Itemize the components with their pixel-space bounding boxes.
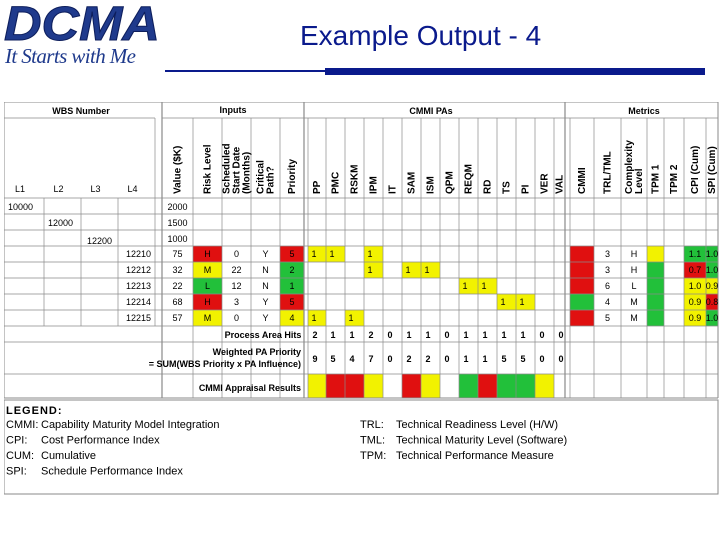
legend-definition: Capability Maturity Model Integration xyxy=(41,419,220,431)
tpm1-fill xyxy=(647,262,664,278)
metric-column-header: TPM 2 xyxy=(669,164,680,194)
legend-definition: Schedule Performance Index xyxy=(41,465,183,478)
weighted-priority-value: 0 xyxy=(387,354,393,364)
wbs-number: 10000 xyxy=(8,202,34,212)
process-area-hits-value: 1 xyxy=(330,330,336,340)
metric-column-header: Level xyxy=(634,168,645,194)
cmmi-status-fill xyxy=(570,262,594,278)
cpi-cell: 1.1 xyxy=(688,249,702,259)
wbs-number: 12215 xyxy=(126,313,152,323)
wbs-number: 12214 xyxy=(126,297,152,307)
critical-path-cell: Y xyxy=(262,313,269,323)
metrics-group-header: Metrics xyxy=(628,106,660,116)
header-rule-thick xyxy=(325,68,705,75)
appraisal-result-fill xyxy=(459,374,478,398)
wbs-level-label: L2 xyxy=(53,184,64,194)
risk-level-cell: H xyxy=(204,297,211,307)
weighted-priority-value: 1 xyxy=(482,354,488,364)
priority-cell: 1 xyxy=(289,281,295,291)
legend-abbreviation: TRL: xyxy=(360,419,384,431)
pa-column-header: RSKM xyxy=(349,164,361,194)
weighted-priority-value: 2 xyxy=(425,354,431,364)
pa-influence-cell: 1 xyxy=(481,281,487,291)
appraisal-result-fill xyxy=(535,374,554,398)
pa-influence-cell: 1 xyxy=(405,265,411,275)
process-area-hits-value: 1 xyxy=(520,330,526,340)
wbs-number: 12213 xyxy=(126,281,152,291)
process-area-hits-value: 1 xyxy=(406,330,412,340)
critical-path-column-header: Critical xyxy=(255,160,267,194)
metric-column-header: SPI (Cum) xyxy=(707,146,718,194)
pa-column-header: PI xyxy=(520,184,532,194)
value-cell: 68 xyxy=(172,297,183,307)
priority-cell: 4 xyxy=(289,313,295,323)
spi-cell: 1.0 xyxy=(705,265,719,275)
legend-definition: Technical Performance Measure xyxy=(396,450,554,462)
logo-text: DCMA xyxy=(4,0,160,46)
weighted-priority-formula: = SUM(WBS Priority x PA Influence) xyxy=(148,359,301,369)
weighted-priority-value: 7 xyxy=(368,354,374,364)
appraisal-result-fill xyxy=(364,374,383,398)
priority-cell: 2 xyxy=(289,265,295,275)
pa-column-header: RD xyxy=(482,179,494,194)
complexity-cell: M xyxy=(630,313,638,323)
spi-cell: 0.8 xyxy=(705,297,719,307)
value-column-header: Value ($K) xyxy=(172,145,184,194)
wbs-number: 12000 xyxy=(48,218,74,228)
value-cell: 57 xyxy=(172,313,183,323)
legend-abbreviation: CUM: xyxy=(6,450,35,462)
pa-column-header: PMC xyxy=(330,171,342,194)
cmmi-status-fill xyxy=(570,246,594,262)
cmmi-status-fill xyxy=(570,294,594,310)
pa-influence-cell: 1 xyxy=(367,265,373,275)
risk-level-column-header: Risk Level xyxy=(202,144,214,194)
process-area-hits-value: 1 xyxy=(425,330,431,340)
start-date-cell: 0 xyxy=(233,249,240,259)
weighted-priority-value: 5 xyxy=(520,354,526,364)
wbs-level-label: L4 xyxy=(127,184,138,194)
process-area-hits-value: 2 xyxy=(368,330,374,340)
process-area-hits-value: 0 xyxy=(387,330,393,340)
pa-column-header: REQM xyxy=(463,164,475,194)
appraisal-result-fill xyxy=(497,374,516,398)
pa-influence-cell: 1 xyxy=(311,313,317,323)
pa-influence-cell: 1 xyxy=(424,265,430,275)
legend-abbreviation: TML: xyxy=(360,434,386,447)
priority-cell: 5 xyxy=(289,249,295,259)
tpm1-fill xyxy=(647,278,664,294)
process-area-hits-value: 0 xyxy=(539,330,545,340)
trl-cell: 4 xyxy=(604,297,611,307)
pa-column-header: IPM xyxy=(368,176,380,194)
legend-definition: Cumulative xyxy=(41,450,97,462)
weighted-priority-value: 0 xyxy=(558,354,564,364)
start-date-column-header: (Months) xyxy=(241,151,253,194)
priority-cell: 5 xyxy=(289,297,295,307)
cmmi-status-fill xyxy=(570,278,594,294)
spi-cell: 1.0 xyxy=(705,249,719,259)
tpm1-fill xyxy=(647,294,664,310)
weighted-priority-label: Weighted PA Priority xyxy=(212,347,301,357)
critical-path-cell: N xyxy=(262,281,269,291)
cpi-cell: 0.7 xyxy=(688,265,702,275)
cpi-cell: 0.9 xyxy=(688,297,702,307)
process-area-hits-value: 1 xyxy=(463,330,469,340)
value-cell: 2000 xyxy=(167,202,188,212)
trl-cell: 3 xyxy=(604,265,611,275)
weighted-priority-value: 5 xyxy=(501,354,507,364)
process-area-hits-value: 1 xyxy=(482,330,488,340)
pa-column-header: TS xyxy=(501,181,513,194)
cmmi-pas-group-header: CMMI PAs xyxy=(409,106,453,116)
weighted-priority-value: 2 xyxy=(406,354,412,364)
appraisal-result-fill xyxy=(308,374,326,398)
pa-influence-cell: 1 xyxy=(500,297,506,307)
page-title: Example Output - 4 xyxy=(300,20,542,51)
legend-title: LEGEND: xyxy=(6,405,63,417)
value-cell: 75 xyxy=(172,249,183,259)
appraisal-result-fill xyxy=(478,374,497,398)
weighted-priority-value: 5 xyxy=(330,354,336,364)
appraisal-results-label: CMMI Appraisal Results xyxy=(198,383,301,393)
weighted-priority-value: 4 xyxy=(349,354,355,364)
weighted-priority-value: 1 xyxy=(463,354,469,364)
legend-abbreviation: TPM: xyxy=(360,450,387,462)
weighted-priority-value: 0 xyxy=(539,354,545,364)
wbs-level-label: L1 xyxy=(14,184,26,194)
wbs-group-header: WBS Number xyxy=(52,106,110,116)
process-area-hits-value: 1 xyxy=(349,330,355,340)
risk-level-cell: M xyxy=(203,265,212,275)
metric-column-header: CMMI xyxy=(577,167,588,194)
metric-column-header: TPM 1 xyxy=(650,164,662,194)
legend-abbreviation: CMMI: xyxy=(6,419,39,431)
legend-abbreviation: CPI: xyxy=(6,434,28,447)
metric-column-header: TRL/TML xyxy=(602,151,614,194)
appraisal-result-fill xyxy=(326,374,345,398)
process-area-hits-label: Process Area Hits xyxy=(224,330,302,340)
pa-column-header: VAL xyxy=(554,174,566,194)
appraisal-result-fill xyxy=(516,374,535,398)
weighted-priority-value: 9 xyxy=(312,354,318,364)
pa-column-header: ISM xyxy=(425,176,437,194)
cpi-cell: 0.9 xyxy=(688,313,702,323)
wbs-number: 12212 xyxy=(126,265,152,275)
value-cell: 32 xyxy=(172,265,183,275)
trl-cell: 3 xyxy=(604,249,611,259)
priority-matrix-sheet xyxy=(4,102,720,498)
appraisal-result-fill xyxy=(345,374,364,398)
start-date-cell: 12 xyxy=(231,281,242,291)
process-area-hits-value: 1 xyxy=(501,330,507,340)
risk-level-cell: M xyxy=(203,313,212,323)
metric-column-header: Complexity xyxy=(624,140,635,194)
risk-level-cell: L xyxy=(204,281,211,291)
pa-column-header: QPM xyxy=(444,171,456,194)
logo-tagline: It Starts with Me xyxy=(5,44,136,68)
value-cell: 22 xyxy=(172,281,183,291)
start-date-cell: 22 xyxy=(231,265,242,275)
header-rule-thin xyxy=(165,70,325,72)
cmmi-status-fill xyxy=(570,310,594,326)
wbs-level-label: L3 xyxy=(90,184,101,194)
weighted-priority-value: 0 xyxy=(444,354,450,364)
appraisal-result-fill xyxy=(421,374,440,398)
pa-column-header: VER xyxy=(539,173,551,194)
pa-column-header: SAM xyxy=(406,171,418,194)
trl-cell: 6 xyxy=(604,281,611,291)
appraisal-result-fill xyxy=(402,374,421,398)
cpi-cell: 1.0 xyxy=(688,281,702,291)
pa-influence-cell: 1 xyxy=(462,281,468,291)
complexity-cell: H xyxy=(630,265,638,275)
legend-definition: Technical Maturity Level (Software) xyxy=(396,434,568,447)
critical-path-cell: Y xyxy=(262,249,269,259)
pa-influence-cell: 1 xyxy=(311,249,317,259)
complexity-cell: L xyxy=(631,281,637,291)
process-area-hits-value: 0 xyxy=(558,330,564,340)
process-area-hits-value: 2 xyxy=(312,330,318,340)
complexity-cell: H xyxy=(630,249,638,259)
risk-level-cell: H xyxy=(204,249,211,259)
start-date-cell: 0 xyxy=(233,313,240,323)
dcma-logo xyxy=(4,0,166,46)
pa-column-header: PP xyxy=(312,180,323,194)
value-cell: 1000 xyxy=(167,234,188,244)
spi-cell: 0.9 xyxy=(705,281,719,291)
legend-definition: Technical Readiness Level (H/W) xyxy=(396,419,559,431)
priority-column-header: Priority xyxy=(287,158,298,194)
trl-cell: 5 xyxy=(604,313,611,323)
tpm1-fill xyxy=(647,310,664,326)
pa-influence-cell: 1 xyxy=(519,297,525,307)
wbs-number: 12210 xyxy=(126,249,152,259)
pa-column-header: IT xyxy=(387,185,399,194)
inputs-group-header: Inputs xyxy=(219,105,247,115)
pa-influence-cell: 1 xyxy=(367,249,373,259)
value-cell: 1500 xyxy=(167,218,188,228)
critical-path-cell: Y xyxy=(262,297,269,307)
start-date-cell: 3 xyxy=(233,297,240,307)
process-area-hits-value: 0 xyxy=(444,330,450,340)
critical-path-cell: N xyxy=(262,265,269,275)
tpm1-fill xyxy=(647,246,664,262)
legend-abbreviation: SPI: xyxy=(6,465,27,478)
critical-path-column-header: Path? xyxy=(265,166,277,194)
metric-column-header: CPI (Cum) xyxy=(690,145,701,194)
spi-cell: 1.0 xyxy=(705,313,719,323)
pa-influence-cell: 1 xyxy=(348,313,354,323)
start-date-column-header: Scheduled xyxy=(221,143,233,194)
legend-definition: Cost Performance Index xyxy=(41,434,160,447)
pa-influence-cell: 1 xyxy=(329,249,335,259)
wbs-number: 12200 xyxy=(87,236,113,246)
start-date-column-header: Start Date xyxy=(231,146,243,194)
complexity-cell: M xyxy=(630,297,638,307)
